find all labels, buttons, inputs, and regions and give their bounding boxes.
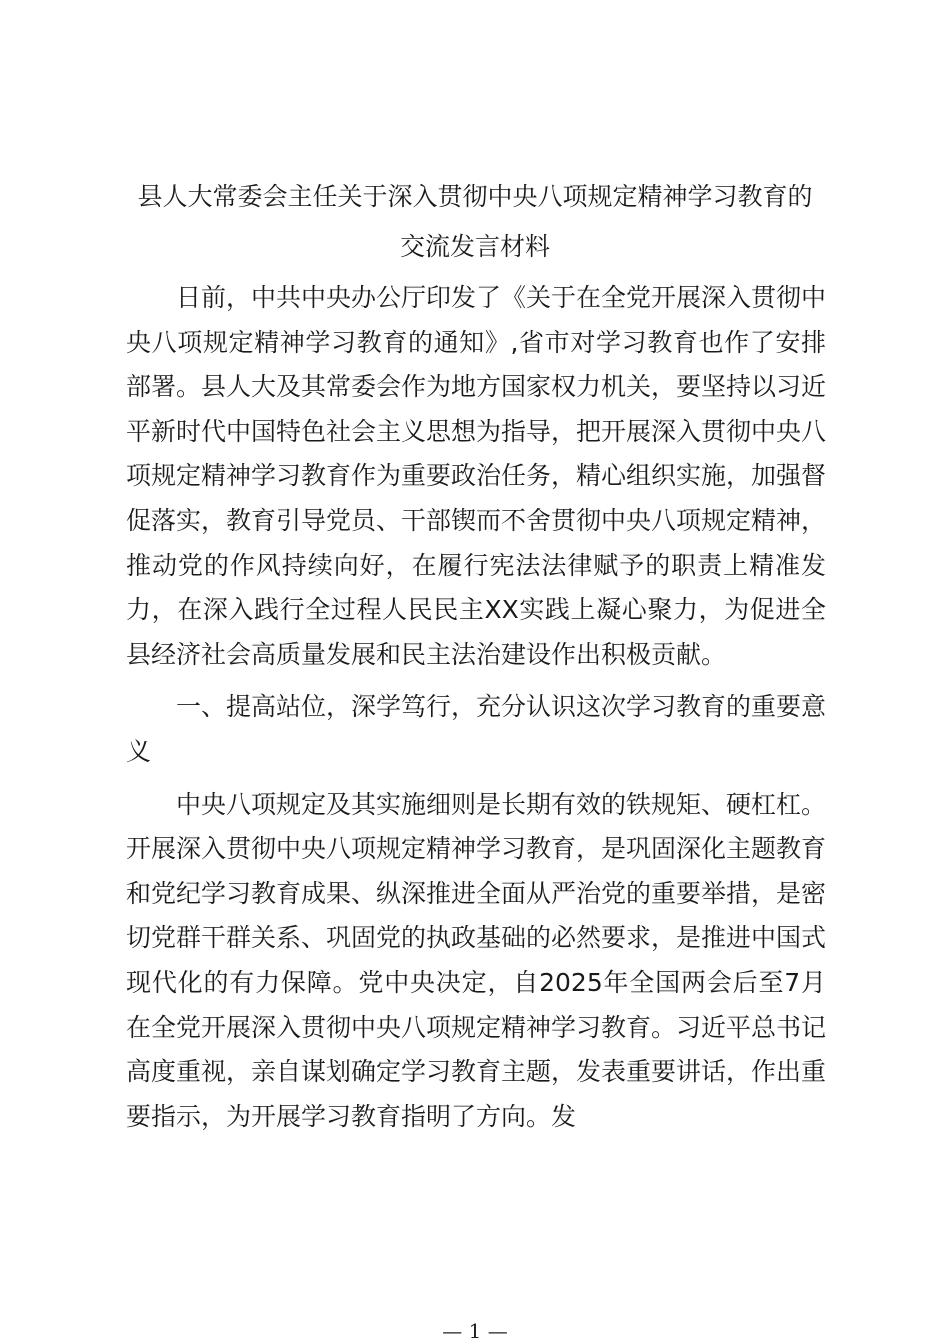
- document-body: [126, 276, 826, 1139]
- paragraph-intro: 日前，中共中央办公厅印发了《关于在全党开展深入贯彻中央八项规定精神学习教育的通知》,省市对学习教育也作了安排部署。县人大及其常委会作为地方国家权力机关，要坚持以习近平新时代中国特色社会主义思想为指导，把开展深入贯彻中央八项规定精神学习教育作为重要政治任务，精心组织实施，加强督促落实，教育引导党员、干部锲而不舍贯彻中央八项规定精神，推动党的作风持续向好，在履行宪法法律赋予的职责上精准发力，在深入践行全过程人民民主XX实践上凝心聚力，为促进全县经济社会高质量发展和民主法治建设作出积极贡献。: [126, 283, 827, 669]
- section-heading-1: 一、提高站位，深学笃行，充分认识这次学习教育的重要意义: [126, 692, 827, 766]
- page-number: — 1 —: [442, 1319, 508, 1343]
- document-title-line-1: 县人大常委会主任关于深入贯彻中央八项规定精神学习教育的: [137, 182, 813, 211]
- document-title-line-2: 交流发言材料: [399, 232, 550, 261]
- paragraph-section-1: 中央八项规定及其实施细则是长期有效的铁规矩、硬杠杠。开展深入贯彻中央八项规定精神学习教育，是巩固深化主题教育和党纪学习教育成果、纵深推进全面从严治党的重要举措，是密切党群干群关系、巩固党的执政基础的必然要求，是推进中国式现代化的有力保障。党中央决定，自2025年全国两会后至7月在全党开展深入贯彻中央八项规定精神学习教育。习近平总书记高度重视，亲自谋划确定学习教育主题，发表重要讲话，作出重要指示，为开展学习教育指明了方向。发: [126, 789, 827, 1131]
